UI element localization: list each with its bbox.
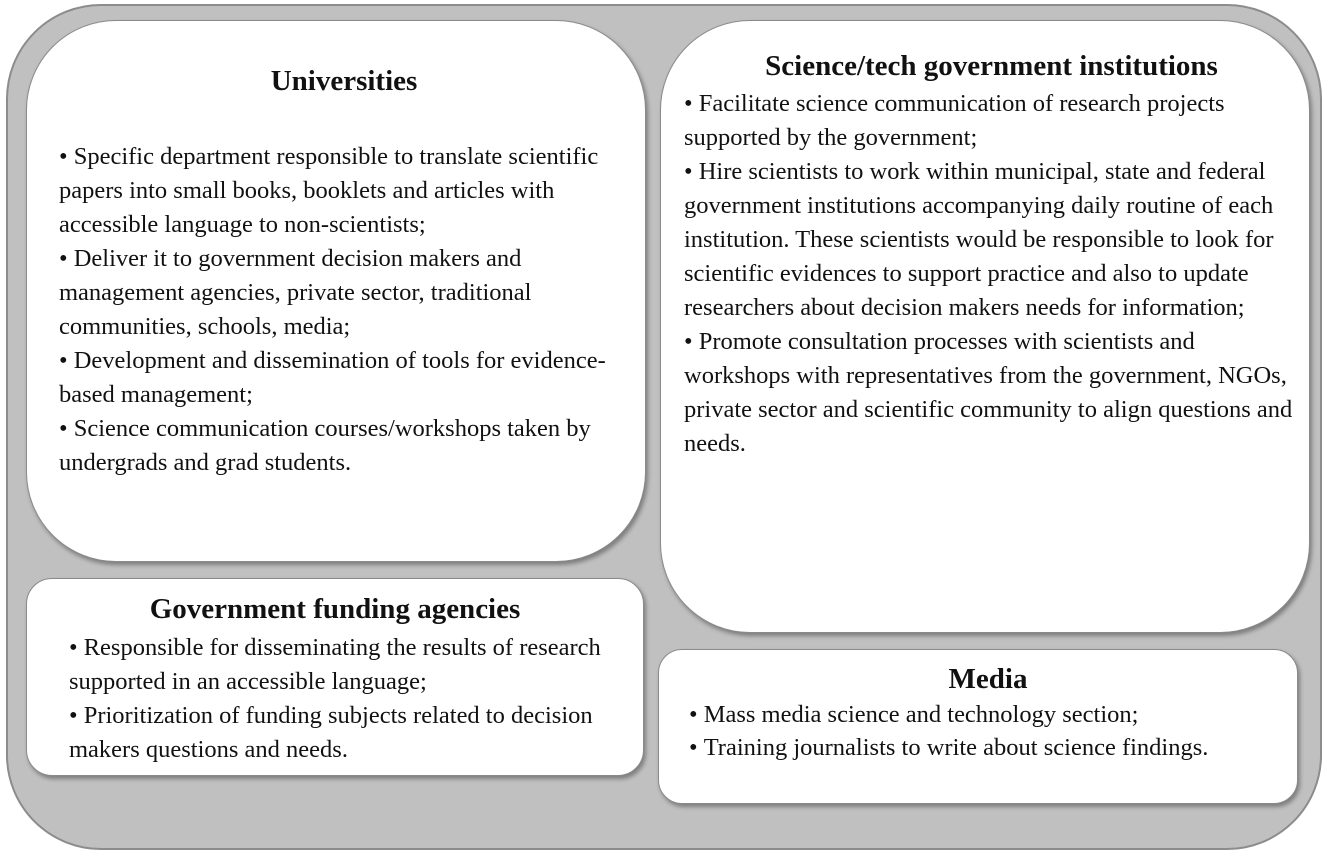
funding-agencies-item: • Prioritization of funding subjects related to decision makers questions and needs. (69, 699, 633, 767)
media-panel (658, 649, 1298, 804)
universities-item: • Science communication courses/workshops taken by undergrads and grad students. (59, 412, 629, 480)
media-item: • Mass media science and technology section; (689, 698, 1287, 731)
science-tech-item: • Promote consultation processes with scientists and workshops with representatives from the government, NGOs, private sector and scientific community to align questions and needs. (684, 325, 1299, 461)
universities-item: • Development and dissemination of tools for evidence-based management; (59, 344, 629, 412)
media-item: • Training journalists to write about science findings. (689, 731, 1287, 764)
universities-title: Universities (270, 65, 418, 97)
science-tech-item: • Facilitate science communication of research projects supported by the government; (684, 87, 1299, 155)
universities-list (59, 140, 629, 480)
universities-panel (26, 20, 646, 562)
funding-agencies-item: • Responsible for disseminating the results of research supported in an accessible language; (69, 631, 633, 699)
universities-item: • Deliver it to government decision makers and management agencies, private sector, traditional communities, schools, media; (59, 242, 629, 344)
science-tech-title: Science/tech government institutions (765, 50, 1218, 82)
funding-agencies-panel (26, 578, 644, 776)
science-tech-panel (660, 20, 1310, 633)
universities-item: • Specific department responsible to translate scientific papers into small books, booklets and articles with accessible language to non-scientists; (59, 140, 629, 242)
media-title: Media (948, 663, 1028, 695)
funding-agencies-title: Government funding agencies (149, 593, 521, 625)
science-tech-list (684, 87, 1299, 461)
science-tech-item: • Hire scientists to work within municipal, state and federal government institutions accompanying daily routine of each institution. These scientists would be responsible to look for scientific evidences to support practice and also to update researchers about decision makers needs for information; (684, 155, 1299, 325)
funding-agencies-list (69, 631, 633, 767)
media-list (689, 698, 1287, 764)
